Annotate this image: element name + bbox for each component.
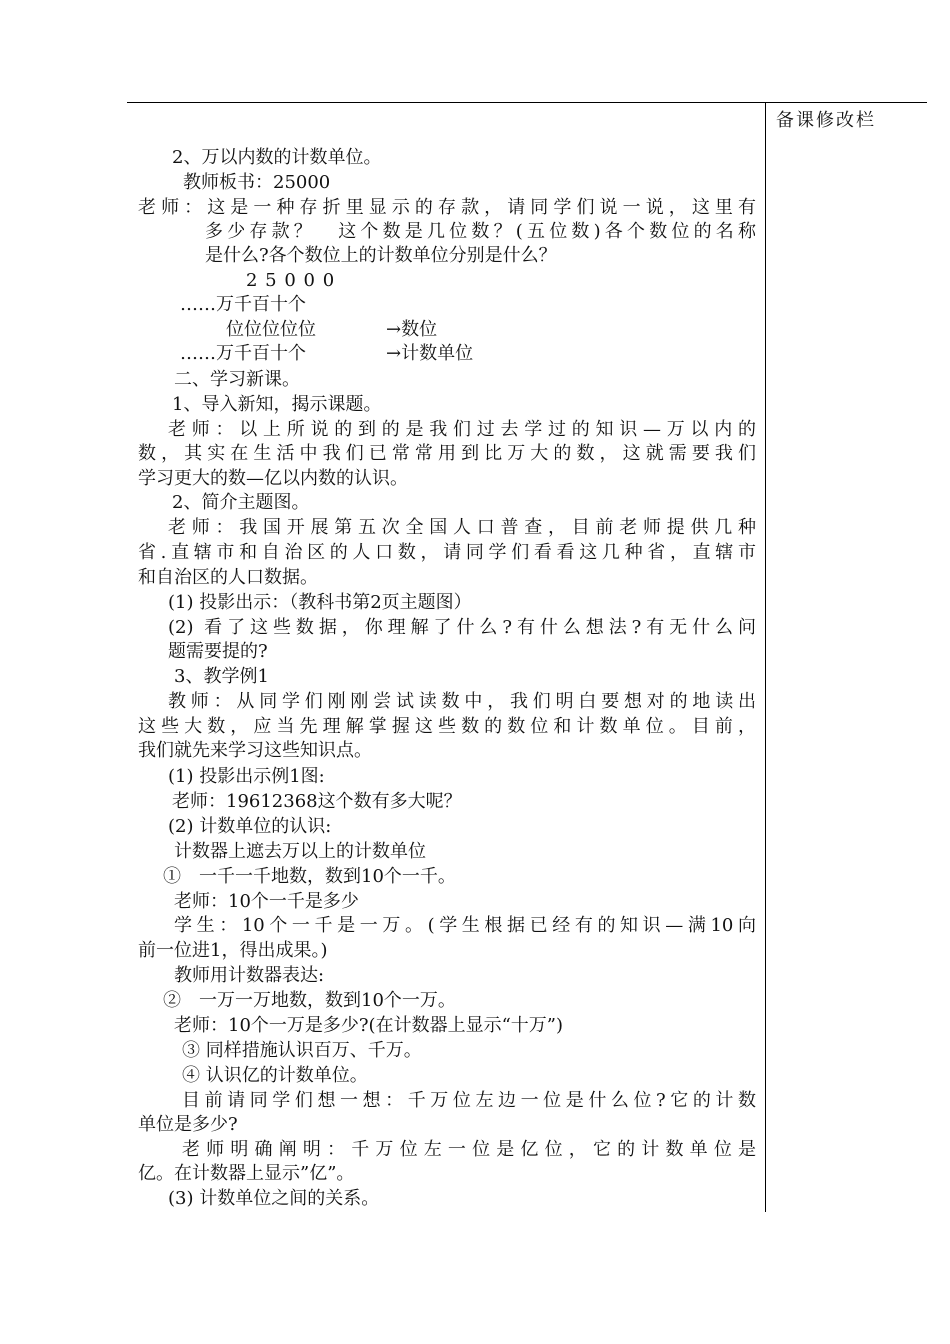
text-line: ① 一千一千地数，数到10个一千。 xyxy=(163,866,456,887)
text-line: 数，其实在生活中我们已常常用到比万大的数，这就需要我们 xyxy=(138,443,756,464)
text-line: (3) 计数单位之间的关系。 xyxy=(168,1188,380,1209)
text-line: 这些大数，应当先理解掌握这些数的数位和计数单位。目前， xyxy=(138,716,756,737)
text-line: 是什么?各个数位上的计数单位分别是什么？ xyxy=(205,245,557,266)
arrow-label: →数位 xyxy=(386,319,438,340)
text-line: 学生：10个一千是一万。(学生根据已经有的知识—满10向 xyxy=(174,915,756,936)
text-line: 老师：10个一万是多少?(在计数器上显示“十万”) xyxy=(174,1015,564,1036)
text-line: ④ 认识亿的计数单位。 xyxy=(182,1065,368,1086)
text-line: 亿。在计数器上显示”亿”。 xyxy=(138,1163,355,1184)
sidebar-divider xyxy=(765,102,766,1212)
text-line: 1、导入新知，揭示课题。 xyxy=(172,394,382,415)
text-line: 老师明确阐明：千万位左一位是亿位，它的计数单位是 xyxy=(182,1139,756,1160)
text-line: 教师板书：25000 xyxy=(183,172,331,193)
text-line: 多少存款？ 这个数是几位数？(五位数)各个数位的名称 xyxy=(205,221,756,242)
text-line: 2、简介主题图。 xyxy=(172,492,310,513)
text-line: (2) 计数单位的认识: xyxy=(168,816,332,837)
text-line: 单位是多少? xyxy=(138,1114,238,1135)
text-line: 老师：这是一种存折里显示的存款，请同学们说一说，这里有 xyxy=(138,197,756,218)
text-line: 老师：以上所说的到的是我们过去学过的知识—万以内的 xyxy=(168,419,756,440)
text-line: ……万千百十个 xyxy=(180,294,306,315)
text-line: (1) 投影出示例1图: xyxy=(168,766,325,787)
table-top-rule xyxy=(127,102,927,103)
text-line: 题需要提的? xyxy=(168,641,268,662)
text-line: ……万千百十个 xyxy=(180,343,306,364)
text-line: ③ 同样措施认识百万、千万。 xyxy=(182,1040,422,1061)
text-line: 目前请同学们想一想：千万位左边一位是什么位?它的计数 xyxy=(182,1090,756,1111)
text-line: 省.直辖市和自治区的人口数，请同学们看看这几种省，直辖市 xyxy=(138,542,756,563)
text-line: 老师：我国开展第五次全国人口普查，目前老师提供几种 xyxy=(168,517,756,538)
text-line: 我们就先来学习这些知识点。 xyxy=(138,740,372,761)
text-line: ② 一万一万地数，数到10个一万。 xyxy=(163,990,456,1011)
number-display: 2 5 0 0 0 xyxy=(246,270,335,291)
text-line: 老师：19612368这个数有多大呢？ xyxy=(172,791,462,812)
text-line: 老师：10个一千是多少 xyxy=(174,891,359,912)
text-line: 3、教学例1 xyxy=(174,666,269,687)
text-line: 前一位进1，得出成果。) xyxy=(138,940,328,961)
arrow-label: →计数单位 xyxy=(386,343,474,364)
text-line: 位位位位位 xyxy=(226,319,316,340)
text-line: 和自治区的人口数据。 xyxy=(138,567,318,588)
text-line: (1) 投影出示：（教科书第2页主题图） xyxy=(168,592,472,613)
text-line: (2) 看了这些数据，你理解了什么?有什么想法?有无什么问 xyxy=(168,617,756,638)
text-line: 2、万以内数的计数单位。 xyxy=(172,147,382,168)
sidebar-title: 备课修改栏 xyxy=(776,110,876,131)
section-heading: 二、学习新课。 xyxy=(174,369,300,390)
text-line: 教师用计数器表达: xyxy=(174,965,325,986)
text-line: 学习更大的数—亿以内数的认识。 xyxy=(138,468,408,489)
text-line: 教师：从同学们刚刚尝试读数中，我们明白要想对的地读出 xyxy=(168,691,756,712)
text-line: 计数器上遮去万以上的计数单位 xyxy=(174,841,426,862)
